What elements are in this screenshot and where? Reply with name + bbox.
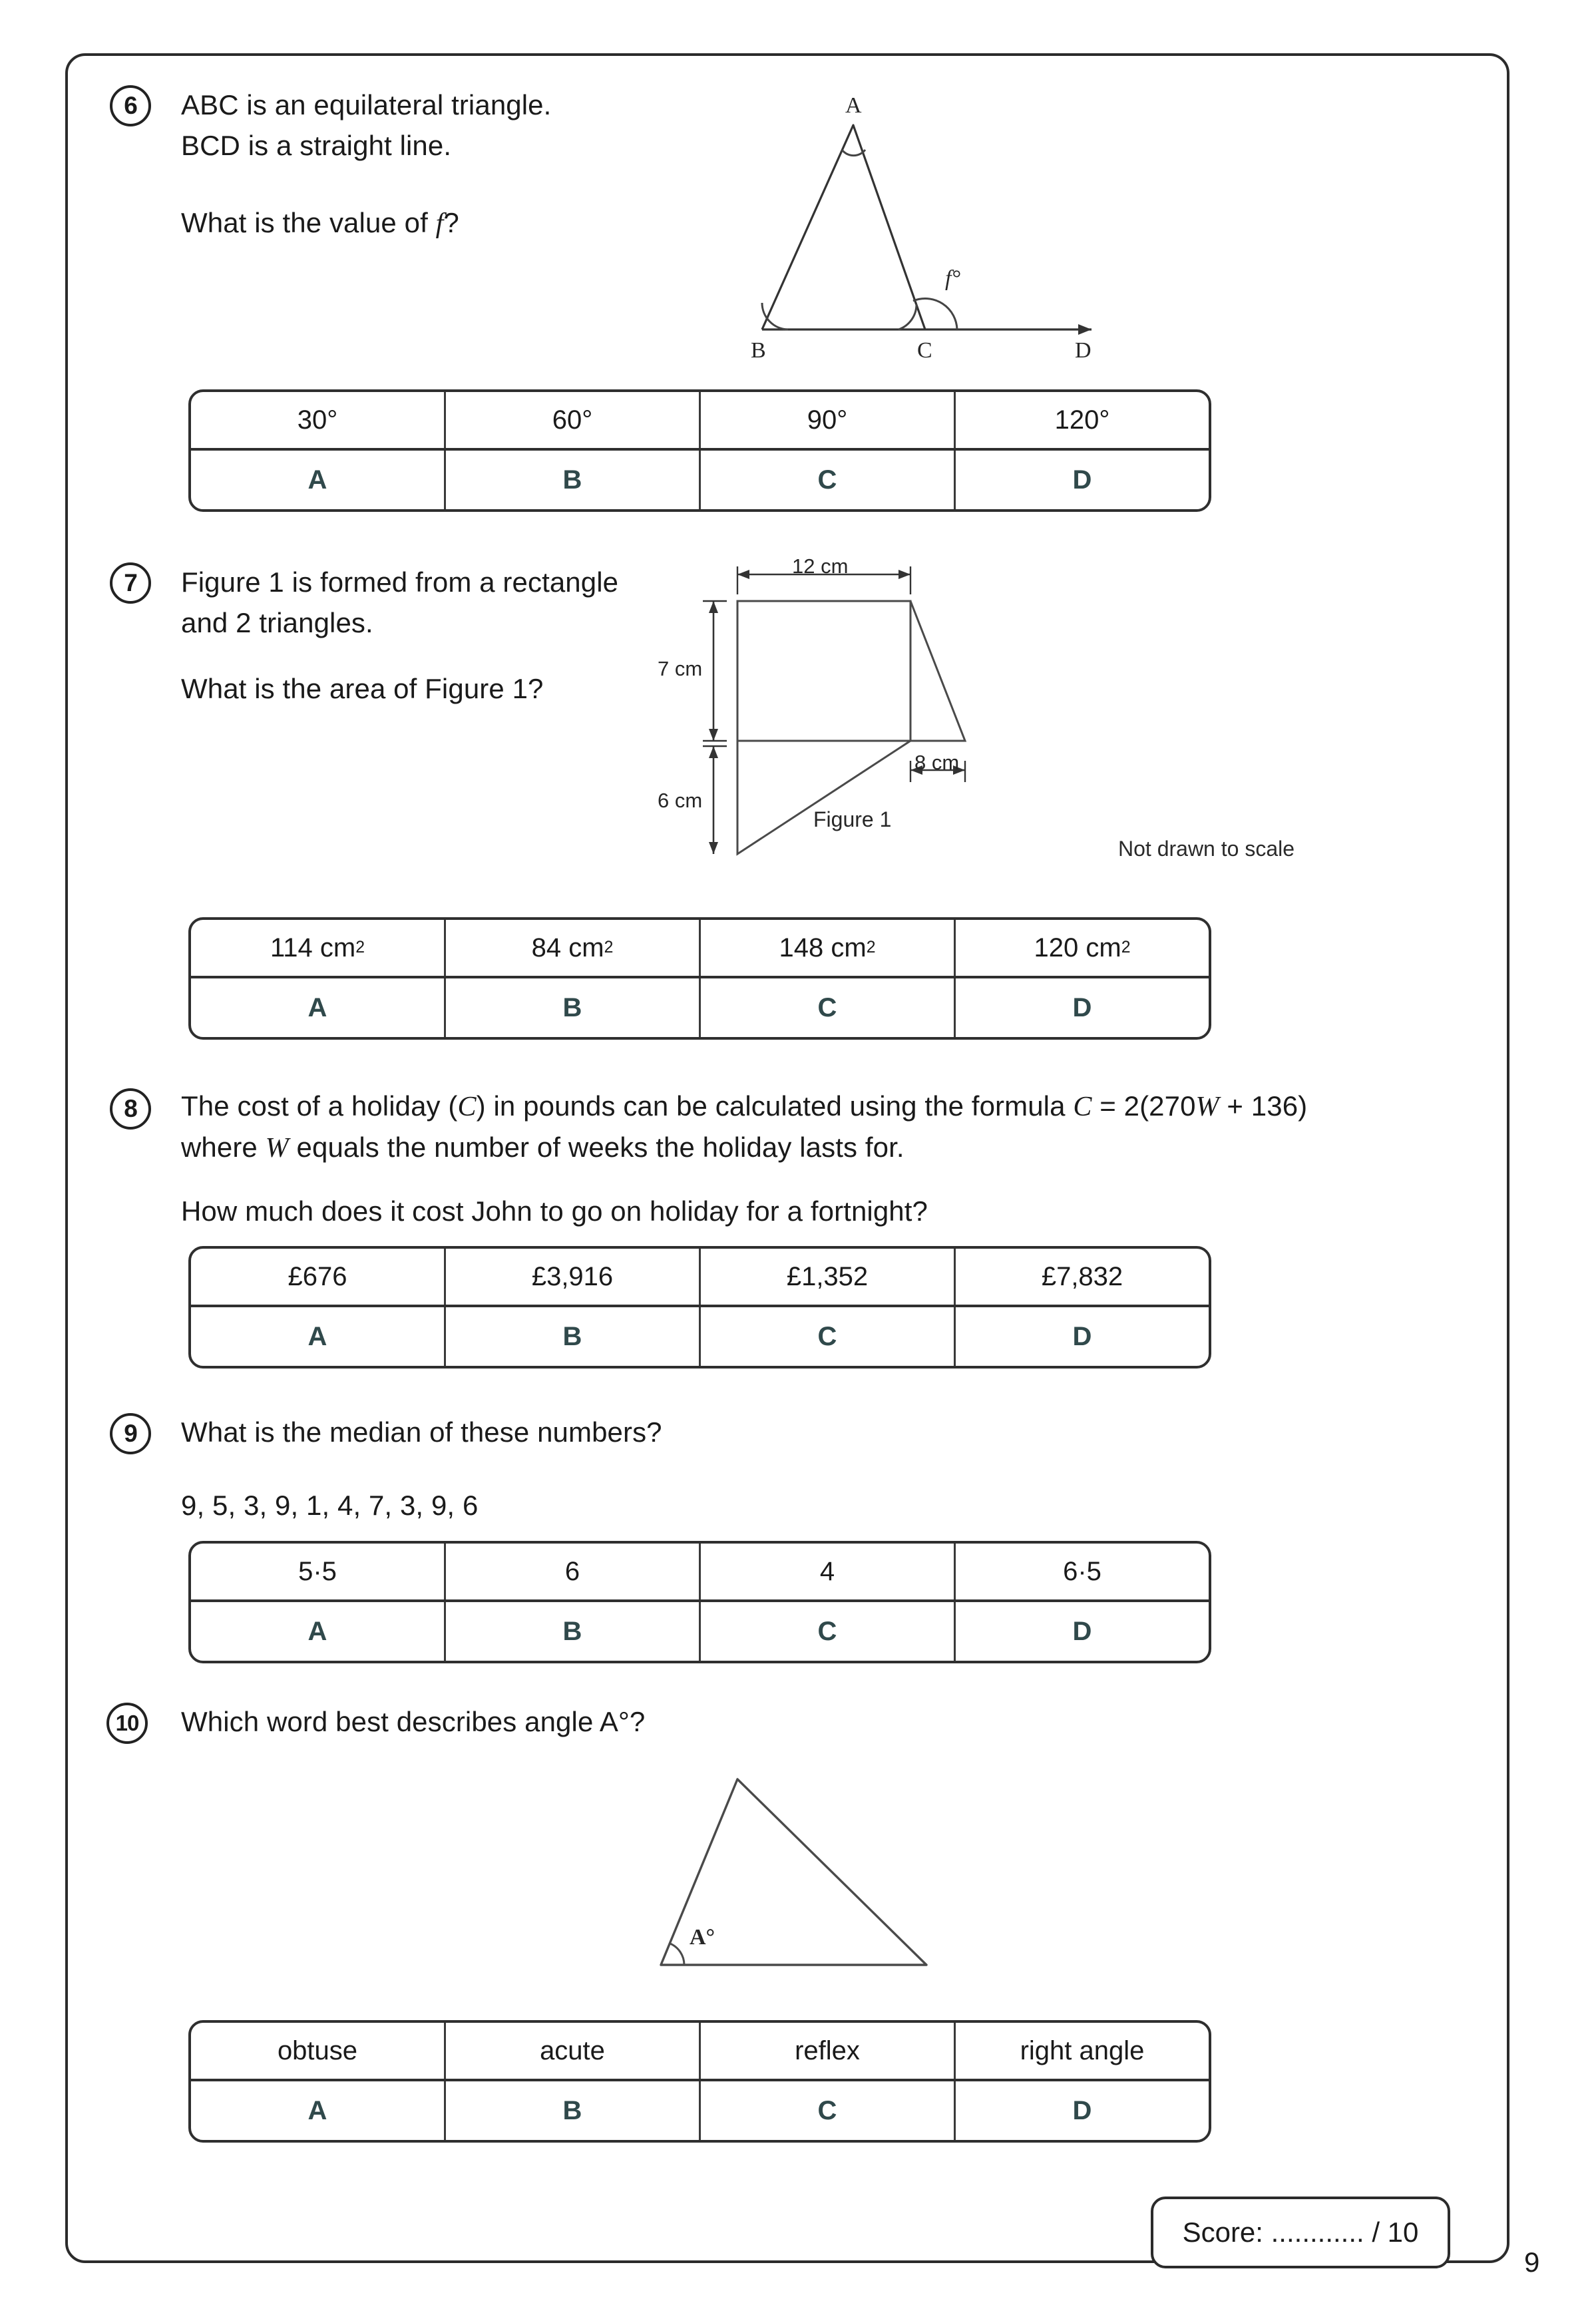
question-10-diagram bbox=[639, 1757, 972, 2003]
question-6-options[interactable] bbox=[188, 389, 1211, 512]
question-7-diagram bbox=[658, 554, 1418, 869]
option-letter-c[interactable]: C bbox=[701, 1602, 956, 1661]
q8-text-e: where bbox=[181, 1131, 266, 1163]
option-value-a[interactable]: obtuse bbox=[191, 2023, 446, 2079]
question-6-options-values bbox=[191, 392, 1209, 451]
question-10-prompt: Which word best describes angle A°? bbox=[181, 1706, 646, 1737]
option-value-d[interactable]: 120° bbox=[1054, 405, 1110, 435]
score-label: Score: bbox=[1182, 2216, 1263, 2248]
option-letter-c[interactable]: C bbox=[701, 451, 956, 509]
option-letter-a[interactable]: A bbox=[191, 978, 446, 1037]
option-value-c[interactable]: reflex bbox=[701, 2023, 956, 2079]
figure-1-caption: Figure 1 bbox=[813, 807, 892, 831]
question-7-prompt: What is the area of Figure 1? bbox=[181, 673, 544, 704]
option-value-c[interactable]: 148 cm 2 bbox=[701, 920, 956, 976]
option-letter-a[interactable]: A bbox=[191, 1602, 446, 1661]
question-7-line-2: and 2 triangles. bbox=[181, 606, 373, 638]
question-9-options[interactable] bbox=[188, 1541, 1211, 1663]
question-9-numbers: 9, 5, 3, 9, 1, 4, 7, 3, 9, 6 bbox=[181, 1490, 479, 1521]
question-9-prompt: What is the median of these numbers? bbox=[181, 1416, 662, 1448]
q8-variable-w1: W bbox=[1195, 1092, 1219, 1122]
option-letter-b[interactable]: B bbox=[446, 451, 701, 509]
question-7-options[interactable] bbox=[188, 917, 1211, 1040]
q8-text-f: equals the number of weeks the holiday lasts for. bbox=[288, 1131, 904, 1163]
option-letter-d[interactable]: D bbox=[1072, 465, 1092, 495]
question-number-6 bbox=[110, 85, 151, 126]
option-letter-b[interactable]: B bbox=[446, 2081, 701, 2140]
option-value-d[interactable]: £7,832 bbox=[1041, 1261, 1123, 1291]
question-6-line-2: BCD is a straight line. bbox=[181, 129, 452, 161]
option-letter-a[interactable]: A bbox=[191, 2081, 446, 2140]
question-10-options[interactable] bbox=[188, 2020, 1211, 2143]
option-value-d-text: 120 cm bbox=[1034, 933, 1121, 962]
dimension-label-left-lower: 6 cm bbox=[658, 789, 703, 812]
option-value-b[interactable]: 60° bbox=[446, 392, 701, 448]
vertex-label-c: C bbox=[917, 338, 932, 363]
question-number-8 bbox=[110, 1088, 151, 1130]
page-number: 9 bbox=[1524, 2246, 1540, 2278]
dimension-label-top: 12 cm bbox=[792, 554, 849, 578]
question-number-10 bbox=[106, 1703, 148, 1744]
q8-text-a: The cost of a holiday ( bbox=[181, 1090, 458, 1122]
question-number-label: 9 bbox=[124, 1420, 137, 1447]
option-value-c[interactable]: 90° bbox=[701, 392, 956, 448]
q8-variable-c2: C bbox=[1073, 1092, 1092, 1122]
figure-1-svg bbox=[686, 556, 1418, 869]
option-letter-b[interactable]: B bbox=[446, 1602, 701, 1661]
question-6-prompt bbox=[181, 203, 713, 244]
question-6-options-letters bbox=[191, 451, 1209, 509]
question-9-options-letters bbox=[191, 1602, 1209, 1661]
option-letter-d[interactable]: D bbox=[1072, 992, 1092, 1022]
question-9-options-values bbox=[191, 1544, 1209, 1602]
option-letter-c[interactable]: C bbox=[701, 1307, 956, 1366]
question-6-line-1: ABC is an equilateral triangle. bbox=[181, 89, 552, 120]
question-10-options-values bbox=[191, 2023, 1209, 2081]
question-7-options-values bbox=[191, 920, 1209, 978]
question-number-label: 8 bbox=[124, 1095, 137, 1122]
option-value-c[interactable]: £1,352 bbox=[701, 1249, 956, 1305]
option-letter-d[interactable]: D bbox=[1072, 1616, 1092, 1646]
question-6-variable-f: f bbox=[435, 208, 444, 239]
q8-text-b: ) in pounds can be calculated using the formula bbox=[476, 1090, 1074, 1122]
option-value-c[interactable]: 4 bbox=[701, 1544, 956, 1599]
option-value-b[interactable]: £3,916 bbox=[446, 1249, 701, 1305]
option-value-b[interactable]: 6 bbox=[446, 1544, 701, 1599]
q8-text-c: = 2(270 bbox=[1092, 1090, 1196, 1122]
option-letter-a[interactable]: A bbox=[191, 1307, 446, 1366]
question-8-line-2 bbox=[181, 1128, 1446, 1169]
q8-variable-w2: W bbox=[265, 1132, 289, 1163]
q8-variable-c1: C bbox=[457, 1092, 477, 1122]
option-letter-d[interactable]: D bbox=[1072, 1321, 1092, 1351]
question-number-label: 6 bbox=[124, 92, 137, 119]
option-value-a[interactable]: £676 bbox=[191, 1249, 446, 1305]
question-8-options[interactable] bbox=[188, 1246, 1211, 1368]
score-total: / 10 bbox=[1372, 2216, 1419, 2248]
option-letter-c[interactable]: C bbox=[701, 2081, 956, 2140]
q8-text-d: + 136) bbox=[1219, 1090, 1308, 1122]
score-blank[interactable]: ............ bbox=[1271, 2216, 1364, 2248]
question-7-options-letters bbox=[191, 978, 1209, 1037]
angle-label-f: f° bbox=[945, 266, 961, 291]
question-8-prompt: How much does it cost John to go on holiday for a fortnight? bbox=[181, 1195, 928, 1227]
option-value-d[interactable]: right angle bbox=[1020, 2035, 1145, 2065]
dimension-label-right: 8 cm bbox=[914, 751, 960, 774]
question-6-prompt-pre: What is the value of bbox=[181, 207, 436, 238]
triangle-abc-svg bbox=[639, 87, 1118, 366]
option-letter-c[interactable]: C bbox=[701, 978, 956, 1037]
question-6-statement bbox=[181, 85, 713, 166]
vertex-label-a: A bbox=[845, 93, 862, 118]
option-letter-b[interactable]: B bbox=[446, 1307, 701, 1366]
question-number-7 bbox=[110, 562, 151, 604]
question-8-line-1 bbox=[181, 1086, 1446, 1128]
question-8-statement bbox=[181, 1086, 1446, 1169]
option-value-a[interactable]: 5·5 bbox=[191, 1544, 446, 1599]
question-7-statement bbox=[181, 562, 713, 644]
option-value-b[interactable]: acute bbox=[446, 2023, 701, 2079]
question-8-options-letters bbox=[191, 1307, 1209, 1366]
option-letter-d[interactable]: D bbox=[1072, 2095, 1092, 2125]
option-value-d[interactable]: 120 cm 2 bbox=[1034, 933, 1131, 962]
not-drawn-to-scale-note: Not drawn to scale bbox=[1118, 837, 1295, 861]
option-value-a[interactable]: 30° bbox=[191, 392, 446, 448]
question-number-label: 7 bbox=[124, 569, 137, 596]
score-text bbox=[1183, 2216, 1419, 2248]
option-value-b-text: 84 cm bbox=[531, 933, 604, 962]
option-value-a[interactable]: 114 cm 2 bbox=[191, 920, 446, 976]
question-8-options-values bbox=[191, 1249, 1209, 1307]
option-value-c-text: 148 cm bbox=[779, 933, 867, 962]
question-number-9 bbox=[110, 1413, 151, 1454]
question-6-diagram bbox=[639, 87, 1118, 366]
score-box[interactable] bbox=[1151, 2197, 1450, 2268]
triangle-angle-a-svg bbox=[639, 1757, 972, 2003]
option-letter-a[interactable]: A bbox=[191, 451, 446, 509]
angle-label-a: A° bbox=[690, 1925, 715, 1950]
question-10-options-letters bbox=[191, 2081, 1209, 2140]
option-value-d[interactable]: 6·5 bbox=[1063, 1556, 1101, 1586]
option-letter-b[interactable]: B bbox=[446, 978, 701, 1037]
question-7-line-1: Figure 1 is formed from a rectangle bbox=[181, 566, 619, 598]
question-number-label: 10 bbox=[115, 1711, 139, 1735]
vertex-label-b: B bbox=[751, 338, 766, 363]
vertex-label-d: D bbox=[1075, 338, 1092, 363]
option-value-a-text: 114 cm bbox=[270, 933, 356, 962]
question-6-prompt-post: ? bbox=[443, 207, 459, 238]
dimension-label-left-upper: 7 cm bbox=[658, 657, 703, 680]
option-value-b[interactable]: 84 cm 2 bbox=[446, 920, 701, 976]
